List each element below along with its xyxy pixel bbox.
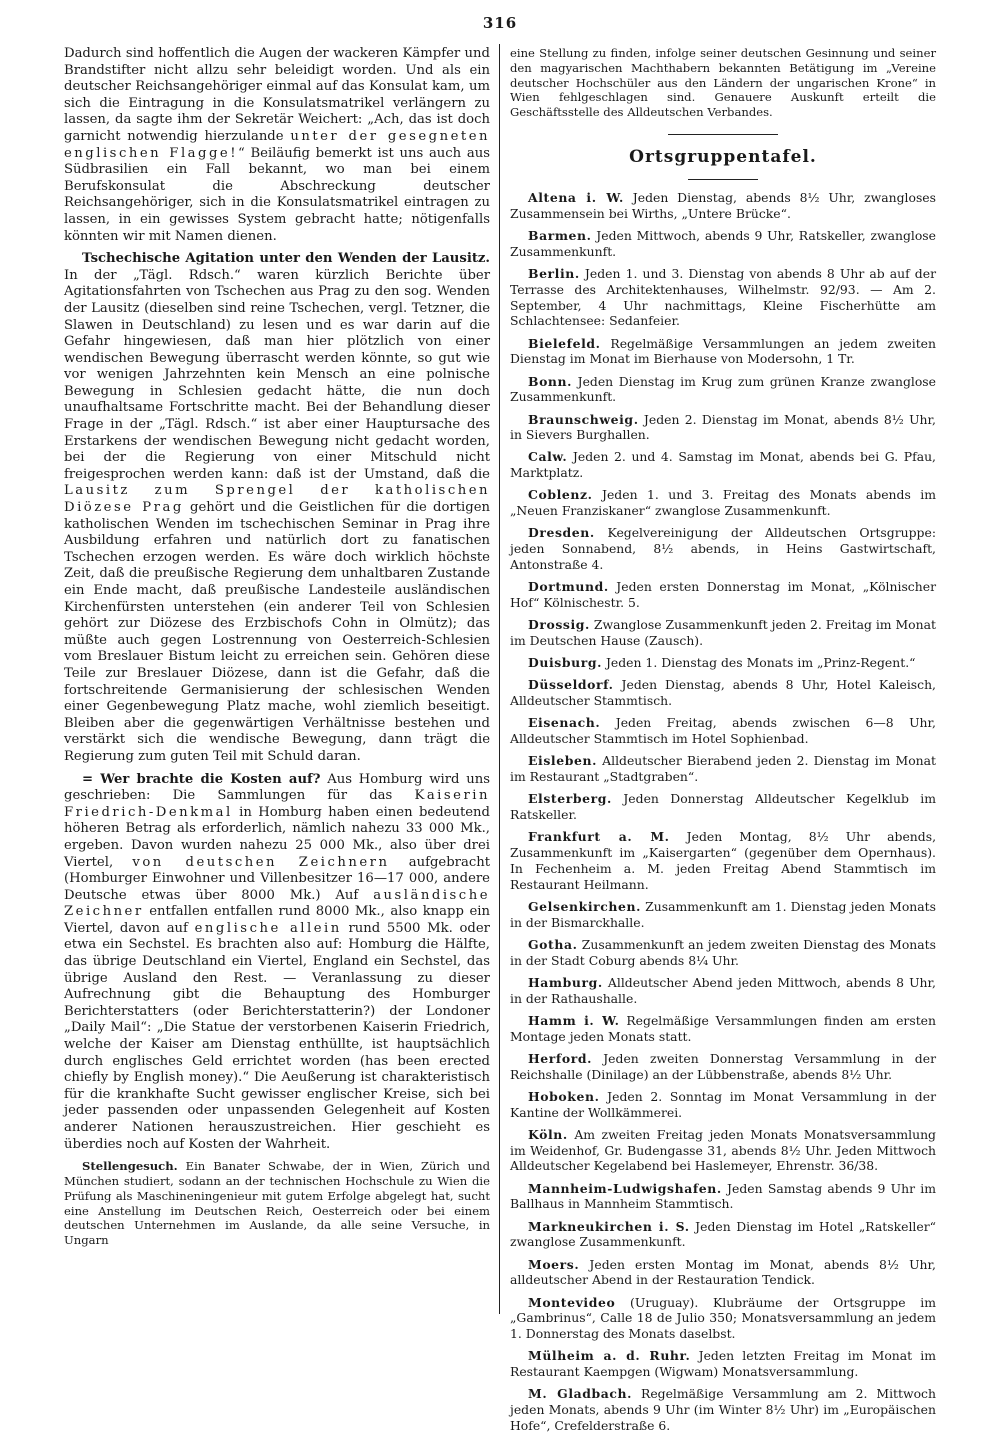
ortsgruppe-entry xyxy=(510,1386,936,1433)
ortsgruppe-entry xyxy=(510,1181,936,1213)
ortsgruppe-details: Jeden 2. und 4. Samstag im Monat, abends bei G. Pfau, Marktplatz. xyxy=(510,449,936,481)
ortsgruppe-details: Jeden 1. Dienstag des Monats im „Prinz-Regent.“ xyxy=(602,655,916,671)
left-column xyxy=(64,44,490,1334)
ortsgruppe-details: Jeden Mittwoch, abends 9 Uhr, Ratskeller, zwanglose Zusammenkunft. xyxy=(510,227,936,259)
ortsgruppe-entry xyxy=(510,937,936,969)
text-run: gehört und die Geistlichen für die dortigen katholischen Wenden im tschechischen Seminar in Prag ihre Ausbildung erfahren und natürlich dort zu fanatischen Tschechen erzogen werden. Es wäre doch wirklich höchste Zeit, daß die preußische Regierung dem unhaltbaren Zustande ein Ende macht, daß preußische Landesteile ausländischen Kirchenfürsten unterstehen (ein anderer Teil von Schlesien gehört zur Diözese des Erzbischofs Cohn in Olmütz); das müßte auch gegen Lostrennung von Oesterreich-Schlesien vom Breslauer Bistum leicht zu erreichen sein. Gehören diese Teile zur Breslauer Diözese, dann ist die Gefahr, daß die fortschreitende Germanisierung der schlesischen Wenden einer Gegenbewegung Platz mache, wohl ziemlich beseitigt. Bleiben aber die gegenwärtigen Verhältnisse bestehen und verstärkt sich die wendische Bewegung, dann trägt die Regierung zum guten Teil mit Schuld daran. xyxy=(64,500,490,764)
ortsgruppe-city: Calw. xyxy=(528,449,568,465)
ortsgruppe-details: Jeden 2. Dienstag im Monat, abends 8½ Uhr, in Sievers Burghallen. xyxy=(510,411,936,443)
ortsgruppe-city: Bielefeld. xyxy=(528,335,601,351)
ortsgruppe-city: Hoboken. xyxy=(528,1088,600,1104)
ortsgruppe-city: Köln. xyxy=(528,1126,568,1142)
heading-underline xyxy=(688,179,758,180)
ortsgruppe-city: Mülheim a. d. Ruhr. xyxy=(528,1348,691,1364)
ortsgruppe-entry xyxy=(510,336,936,368)
ortsgruppe-details: Jeden Donnerstag Alldeutscher Kegelklub im Ratskeller. xyxy=(510,791,936,823)
ortsgruppe-entry xyxy=(510,753,936,785)
ortsgruppe-city: Coblenz. xyxy=(528,487,593,503)
text-run: Ein Banater Schwabe, der in Wien, Zürich und München studiert, sodann an der technischen Hochschule zu Wien die Prüfung als Maschineningenieur mit gutem Erfolge abgelegt hat, sucht eine Anstellung im Deutschen Reich, Oesterreich oder bei einem deutschen Unternehmen im Auslande, da alle seine Versuche, in Ungarn xyxy=(64,1159,490,1248)
text-run: rund 5500 Mk. oder etwa ein Sechstel. Es brachten also auf: Homburg die Hälfte, das übrige Deutschland ein Viertel, England ein Sechstel, das übrige Ausland den Rest. — Veranlassung zu dieser Aufrechnung gibt die Behauptung des Homburger Berichterstatters (oder Berichterstatterin?) der Londoner „Daily Mail“: „Die Statue der verstorbenen Kaiserin Friedrich, welche der Kaiser am Dienstag enthüllte, ist hauptsächlich durch englisches Geld errichtet worden (has been erected chiefly by English money).“ Die Aeußerung ist charakteristisch für die krankhafte Sucht gewisser englischer Kreise, sich bei jeder passenden oder unpassenden Gelegenheit auf Kosten anderer Nationen herauszustreichen. Hier geschieht es überdies noch auf Kosten der Wahrheit. xyxy=(64,920,490,1152)
ortsgruppe-entry xyxy=(510,1348,936,1380)
text-run-spaced: von deutschen Zeichnern xyxy=(132,854,390,870)
article-headline: = Wer brachte die Kosten auf? xyxy=(82,771,321,787)
ortsgruppe-entry xyxy=(510,1219,936,1251)
ortsgruppe-entry xyxy=(510,579,936,611)
ortsgruppe-city: Dresden. xyxy=(528,525,595,541)
ortsgruppe-entry xyxy=(510,1257,936,1289)
ortsgruppe-details: Jeden 1. und 3. Freitag des Monats abends im „Neuen Franziskaner“ zwanglose Zusammenkunft. xyxy=(510,487,936,519)
ortsgruppe-details: Jeden 2. Sonntag im Monat Versammlung in der Kantine der Wollkämmerei. xyxy=(510,1088,936,1120)
article-wer-brachte-die-kosten xyxy=(64,772,490,1154)
ortsgruppe-entry xyxy=(510,791,936,823)
ortsgruppe-entry xyxy=(510,1127,936,1174)
ortsgruppe-entry xyxy=(510,1089,936,1121)
ortsgruppe-entry xyxy=(510,655,936,671)
page-number: 316 xyxy=(482,14,518,32)
ortsgruppe-details: Zwanglose Zusammenkunft jeden 2. Freitag im Monat im Deutschen Hause (Zausch). xyxy=(510,617,936,649)
ortsgruppe-entry xyxy=(510,525,936,572)
ortsgruppe-entry xyxy=(510,374,936,406)
ortsgruppe-details: Am zweiten Freitag jeden Monats Monatsversammlung im Weidenhof, Gr. Budengasse 31, abends 8½ Uhr. Jeden Mittwoch Alldeutscher Kegelabend bei Haslemeyer, Ehrenstr. 36/38. xyxy=(510,1126,936,1174)
ortsgruppe-city: Hamburg. xyxy=(528,974,603,990)
ortsgruppe-details: Jeden Montag, 8½ Uhr abends, Zusammenkunft im „Kaisergarten“ (gegenüber dem Opernhaus). In Fechenheim a. M. jeden Freitag Abend Stammtisch im Restaurant Heilmann. xyxy=(510,829,937,892)
ortsgruppe-entry xyxy=(510,975,936,1007)
ortsgruppe-details: Zusammenkunft an jedem zweiten Dienstag des Monats in der Stadt Coburg abends 8¼ Uhr. xyxy=(510,936,936,968)
ortsgruppe-entry xyxy=(510,412,936,444)
ortsgruppe-city: Gotha. xyxy=(528,936,578,952)
ortsgruppe-entry xyxy=(510,487,936,519)
ortsgruppe-details: Regelmäßige Versammlungen an jedem zweiten Dienstag im Monat im Bierhause von Modersohn, 1 Tr. xyxy=(510,335,936,367)
text-run-spaced: unter der gesegneten englischen Flagge! xyxy=(64,128,491,161)
ortsgruppe-city: Eisenach. xyxy=(528,715,601,731)
ortsgruppe-details: Jeden 1. und 3. Dienstag von abends 8 Uhr ab auf der Terrasse des Architektenhauses, Wilhelmstr. 92/93. — Am 2. September, 4 Uhr nachmittags, Kleine Fischerhütte am Schlachtensee: Sedanfeier. xyxy=(510,265,936,329)
ortsgruppe-entry xyxy=(510,617,936,649)
ortsgruppe-details: Jeden Dienstag, abends 8½ Uhr, zwangloses Zusammensein bei Wirths, „Untere Brücke“. xyxy=(510,189,936,221)
ortsgruppe-city: Gelsenkirchen. xyxy=(528,898,642,914)
ortsgruppe-city: Braunschweig. xyxy=(528,411,639,427)
article-headline: Tschechische Agitation unter den Wenden der Lausitz. xyxy=(82,251,490,267)
ortsgruppe-details: Kegelvereinigung der Alldeutschen Ortsgruppe: jeden Sonnabend, 8½ abends, in Heins Gastwirtschaft, Antonstraße 4. xyxy=(510,525,936,573)
text-run: “ Beiläufig bemerkt ist uns auch aus Südbrasilien ein Fall bekannt, wo man bei einem Berufskonsulat die Abschreckung deutscher Reichsangehöriger, sich in die Konsulatsmatrikel eintragen zu lassen, in ein gewisses System gebracht hatte; nötigenfalls könnten wir mit Namen dienen. xyxy=(64,145,490,244)
ortsgruppe-entry xyxy=(510,1295,936,1342)
ortsgruppe-entry xyxy=(510,829,936,892)
ortsgruppe-city: Dortmund. xyxy=(528,579,609,595)
ortsgruppe-details: Jeden ersten Montag im Monat, abends 8½ Uhr, alldeutscher Abend in der Restauration Tendick. xyxy=(510,1256,936,1288)
ortsgruppe-entry xyxy=(510,677,936,709)
ortsgruppe-city: Montevideo xyxy=(528,1294,616,1310)
section-heading-ortsgruppentafel: Ortsgruppentafel. xyxy=(629,146,817,167)
ortsgruppe-city: M. Gladbach. xyxy=(528,1386,633,1402)
stellengesuch-continuation: eine Stellung zu finden, infolge seiner deutschen Gesinnung und seiner den magyarischen Machthabern bekannten Betätigung im „Vereine deutscher Hochschüler aus den Ländern der ungarischen Krone“ in Wien fehlgeschlagen sind. Genauere Auskunft erteilt die Geschäftsstelle des Alldeutschen Verbandes. xyxy=(510,46,936,120)
ortsgruppe-city: Elsterberg. xyxy=(528,791,612,807)
ortsgruppe-details: Jeden Dienstag im Hotel „Ratskeller“ zwanglose Zusammenkunft. xyxy=(510,1218,936,1250)
text-run-spaced: Kaiserin Friedrich-Denkmal xyxy=(64,788,490,820)
ortsgruppe-entry xyxy=(510,266,936,329)
text-run-spaced: Lausitz zum Sprengel der katholischen Diözese Prag xyxy=(64,483,490,516)
ortsgruppe-details: (Uruguay). Klubräume der Ortsgruppe im „Gambrinus“, Calle 18 de Julio 350; Monatsversammlung an jedem 1. Donnerstag des Monats daselbst. xyxy=(510,1294,936,1342)
section-divider xyxy=(668,134,778,135)
ortsgruppe-city: Eisleben. xyxy=(528,753,597,769)
text-run: aufgebracht (Homburger Einwohner und Villenbesitzer 16—17 000, andere Deutsche etwas über 8000 Mk.) Auf xyxy=(64,854,491,903)
ortsgruppe-details: Jeden Samstag abends 9 Uhr im Ballhaus in Mannheim Stammtisch. xyxy=(510,1180,936,1212)
ortsgruppe-entry xyxy=(510,1013,936,1045)
ortsgruppe-city: Moers. xyxy=(528,1256,580,1272)
ortsgruppe-city: Bonn. xyxy=(528,373,573,389)
ortsgruppe-entry xyxy=(510,228,936,260)
ortsgruppe-city: Mannheim-Ludwigshafen. xyxy=(528,1180,722,1196)
text-run-spaced: englische allein xyxy=(194,920,342,936)
text-run-spaced: ausländische Zeichner xyxy=(64,887,490,920)
ortsgruppe-city: Berlin. xyxy=(528,265,580,281)
article-tschechische-agitation xyxy=(64,251,490,765)
ortsgruppe-city: Duisburg. xyxy=(528,655,603,671)
ortsgruppe-details: Jeden Freitag, abends zwischen 6—8 Uhr, Alldeutscher Stammtisch im Hotel Sophienbad. xyxy=(510,715,936,747)
ortsgruppe-city: Drossig. xyxy=(528,617,590,633)
ortsgruppe-entry xyxy=(510,715,936,747)
ortsgruppe-details: Alldeutscher Bierabend jeden 2. Dienstag im Monat im Restaurant „Stadtgraben“. xyxy=(510,753,936,785)
text-run: entfallen entfallen rund 8000 Mk., also knapp ein Viertel, davon auf xyxy=(64,904,490,936)
ortsgruppe-city: Barmen. xyxy=(528,227,592,243)
ortsgruppe-details: Jeden Dienstag, abends 8 Uhr, Hotel Kaleisch, Alldeutscher Stammtisch. xyxy=(510,677,936,709)
ortsgruppe-details: Alldeutscher Abend jeden Mittwoch, abends 8 Uhr, in der Rathaushalle. xyxy=(510,974,936,1006)
ortsgruppe-entry xyxy=(510,190,936,222)
ortsgruppe-details: Jeden ersten Donnerstag im Monat, „Kölnischer Hof“ Kölnischestr. 5. xyxy=(510,579,936,611)
ortsgruppe-details: Regelmäßige Versammlung am 2. Mittwoch jeden Monats, abends 9 Uhr (im Winter 8½ Uhr) im „Europäischen Hofe“, Crefelderstraße 6. xyxy=(510,1386,936,1433)
column-divider xyxy=(499,44,500,1314)
ortsgruppe-entry xyxy=(510,1051,936,1083)
ortsgruppe-entry xyxy=(510,899,936,931)
ortsgruppe-city: Markneukirchen i. S. xyxy=(528,1218,690,1234)
article-stellengesuch xyxy=(64,1159,490,1248)
text-run: in Homburg haben einen bedeutend höheren Betrag als erforderlich, nämlich nahezu 33 000 Mk., ergeben. Davon wurden nahezu 25 000 Mk., also über drei Viertel, xyxy=(64,804,490,870)
ortsgruppen-list xyxy=(510,190,936,1434)
ortsgruppe-details: Zusammenkunft am 1. Dienstag jeden Monats in der Bismarckhalle. xyxy=(510,898,936,930)
text-run: Aus Homburg wird uns geschrieben: Die Sammlungen für das xyxy=(64,771,490,804)
ortsgruppe-city: Hamm i. W. xyxy=(528,1012,620,1028)
ortsgruppe-details: Regelmäßige Versammlungen finden am ersten Montage jeden Monats statt. xyxy=(510,1012,936,1044)
text-run: In der „Tägl. Rdsch.“ waren kürzlich Berichte über Agitationsfahrten von Tschechen aus Prag zu den sog. Wenden der Lausitz (dieselben sind reine Tschechen, vergl. Tetzner, die Slawen in Deutschland) zu lesen und es war darin auf die Gefahr hingewiesen, daß man hier plötzlich von einer wendischen Bewegung überrascht werden könnte, so gut wie vor wenigen Jahrzehnten kein Mensch an eine polnische Bewegung in Schlesien gedacht hätte, die nun doch unaufhaltsame Fortschritte macht. Bei der Behandlung dieser Frage in der „Tägl. Rdsch.“ ist aber einer Hauptursache des Erstarkens der wendischen Bewegung nicht gedacht worden, bei der die Regierung von einer Mitschuld nicht freigesprochen werden kann: daß ist der Umstand, daß die xyxy=(64,267,490,482)
article-headline: Stellengesuch. xyxy=(82,1159,178,1174)
ortsgruppe-details: Jeden zweiten Donnerstag Versammlung in der Reichshalle (Dinilage) an der Lübbenstraße, abends 8½ Uhr. xyxy=(510,1050,936,1082)
ortsgruppe-city: Düsseldorf. xyxy=(528,677,614,693)
ortsgruppe-city: Frankfurt a. M. xyxy=(528,829,670,845)
ortsgruppe-details: Jeden letzten Freitag im Monat im Restaurant Kaempgen (Wigwam) Monatsversammlung. xyxy=(510,1348,936,1380)
ortsgruppe-city: Altena i. W. xyxy=(528,189,624,205)
article-paragraph-consulate xyxy=(64,46,490,245)
ortsgruppe-entry xyxy=(510,449,936,481)
ortsgruppe-city: Herford. xyxy=(528,1050,593,1066)
ortsgruppe-details: Jeden Dienstag im Krug zum grünen Kranze zwanglose Zusammenkunft. xyxy=(510,373,936,405)
right-column xyxy=(510,44,937,1433)
text-run: Dadurch sind hoffentlich die Augen der wackeren Kämpfer und Brandstifter nicht allzu sehr beleidigt worden. Und als ein deutscher Reichsangehöriger einmal auf das Konsulat kam, um sich die Eintragung in die Konsulatsmatrikel verlängern zu lassen, da sagte ihm der Sekretär Weichert: „Ach, das ist doch garnicht notwendig hierzulande xyxy=(64,46,490,144)
